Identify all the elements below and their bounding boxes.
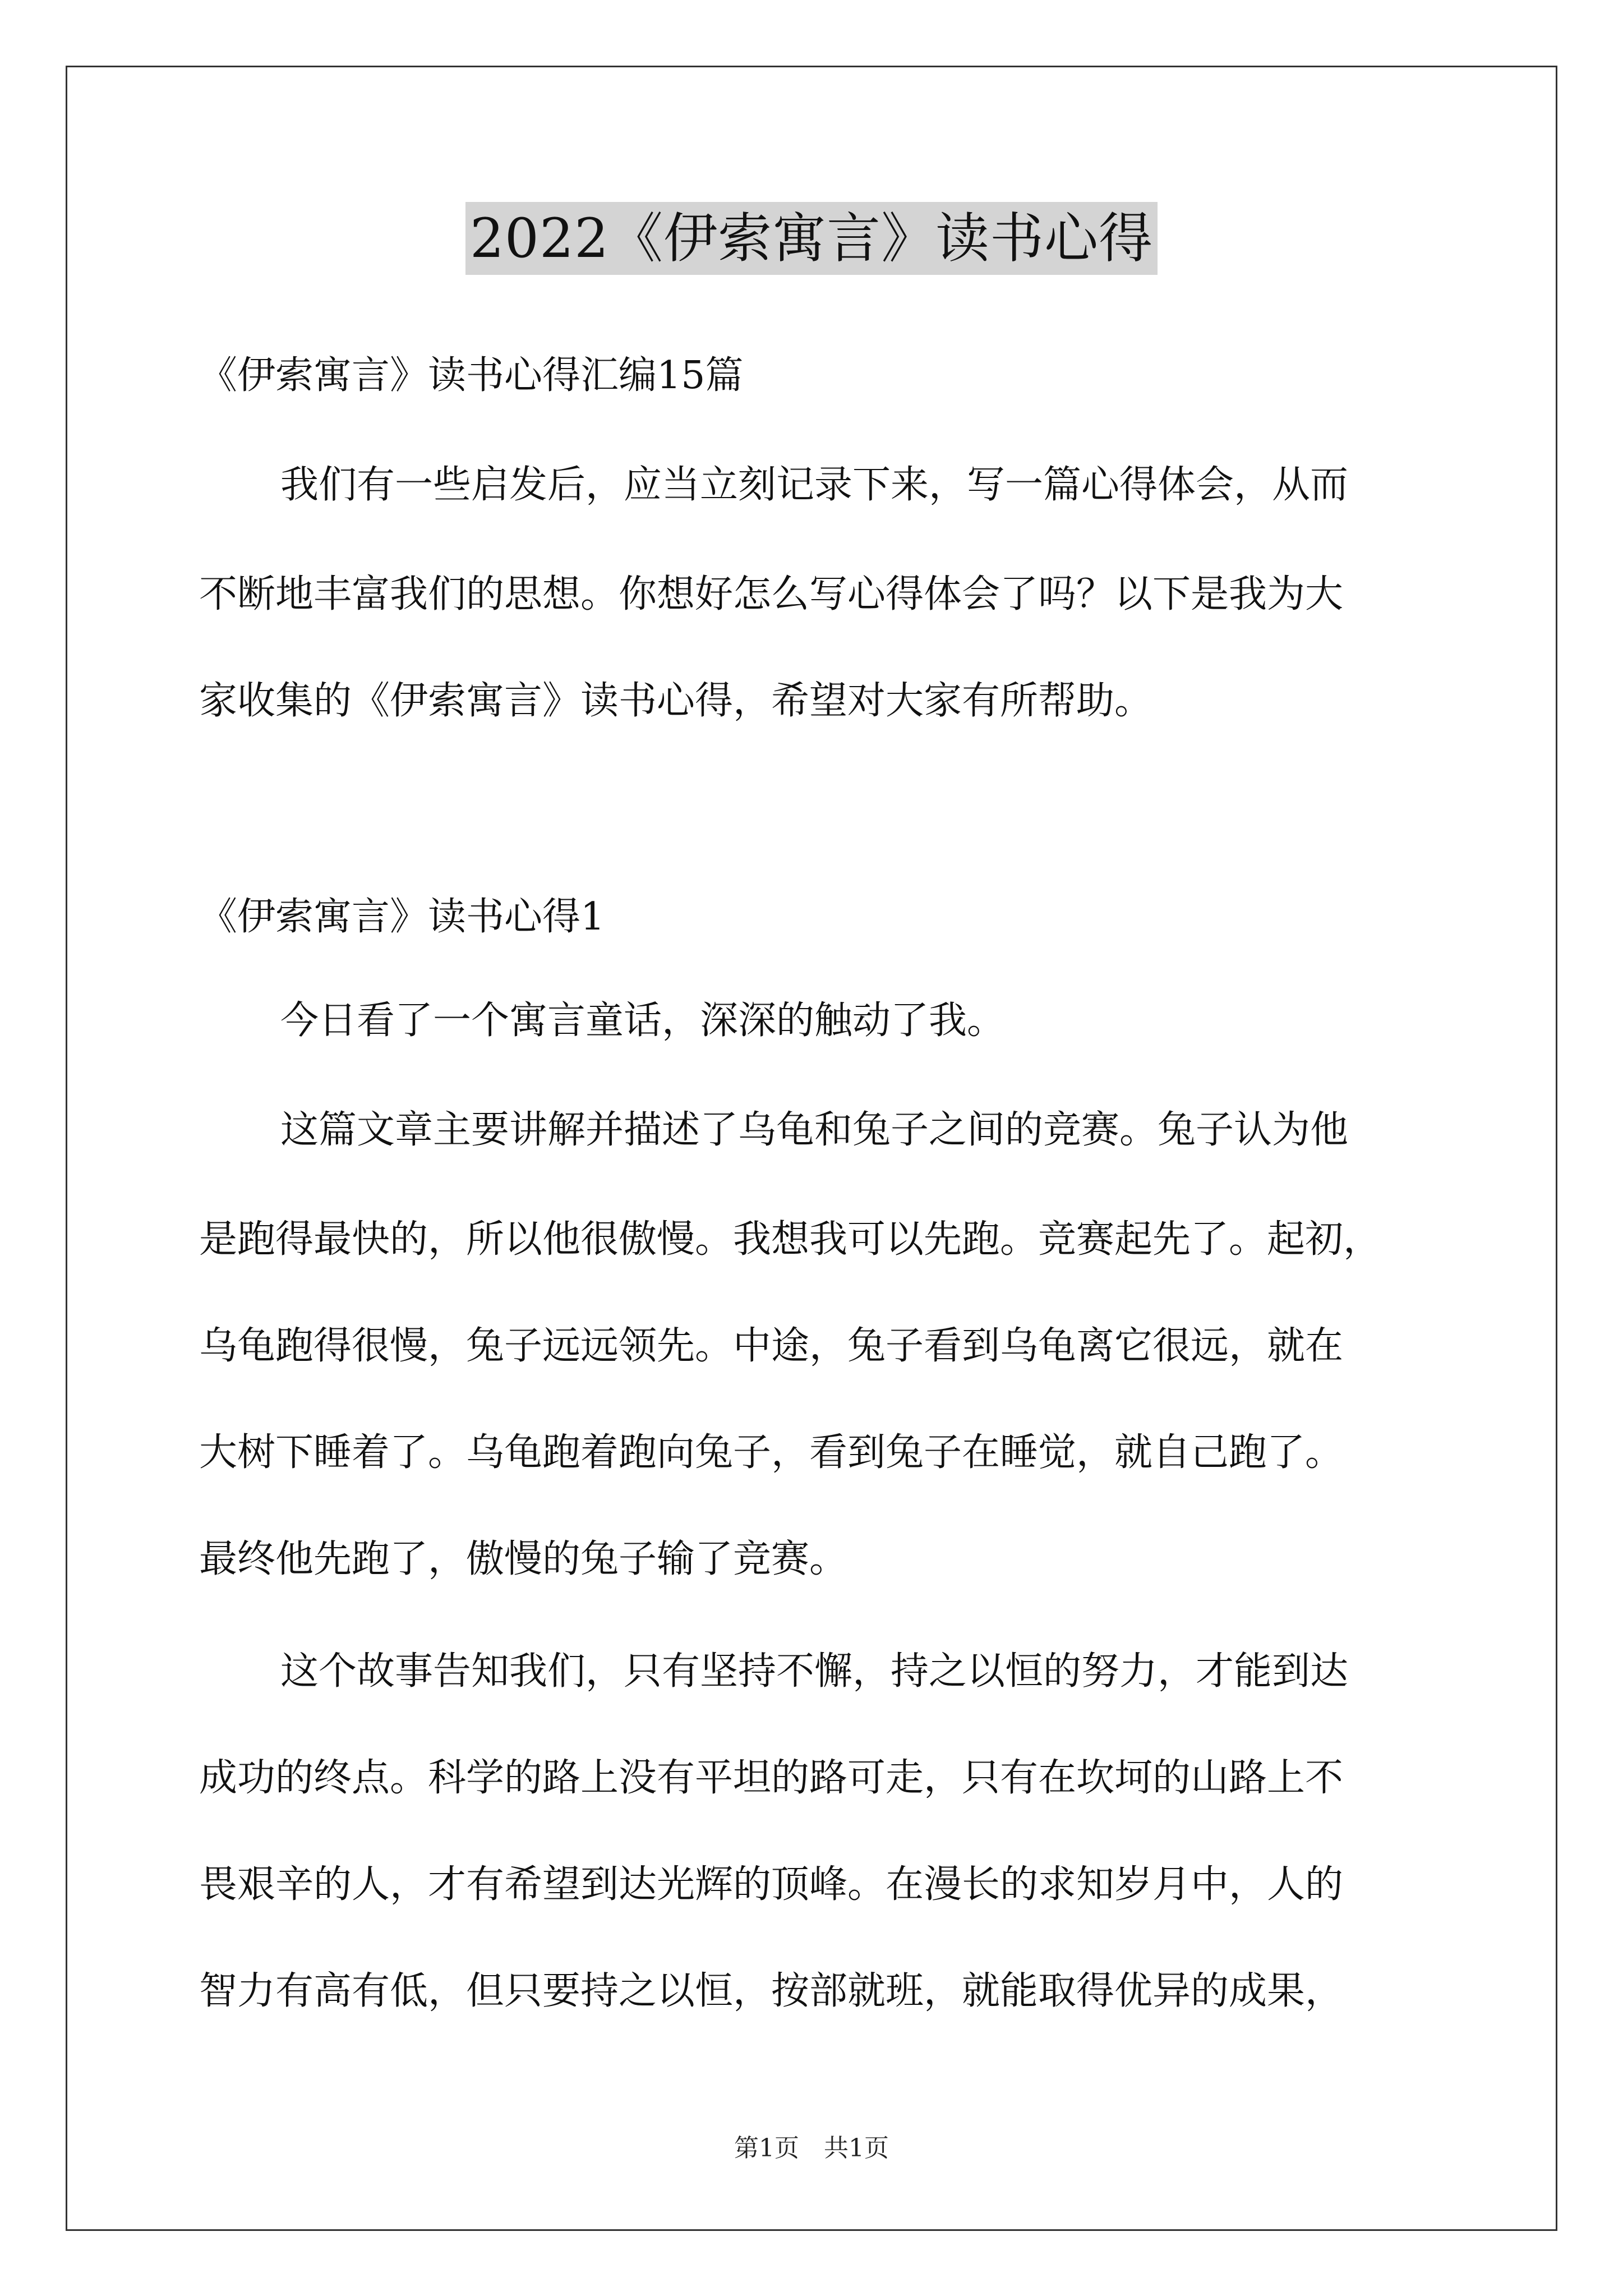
paragraph-line: 这篇文章主要讲解并描述了乌龟和兔子之间的竞赛。兔子认为他 <box>280 1108 1349 1152</box>
paragraph-line: 是跑得最快的，所以他很傲慢。我想我可以先跑。竞赛起先了。起初， <box>199 1217 1382 1262</box>
paragraph-line: 今日看了一个寓言童话，深深的触动了我。 <box>280 999 1006 1043</box>
intro-line: 家收集的《伊索寓言》读书心得，希望对大家有所帮助。 <box>199 679 1153 723</box>
page-number-footer: 第1页 共1页 <box>734 2134 889 2162</box>
title-container <box>0 202 1623 275</box>
intro-line: 我们有一些启发后，应当立刻记录下来，写一篇心得体会，从而 <box>280 463 1349 507</box>
paragraph-line: 大树下睡着了。乌龟跑着跑向兔子，看到兔子在睡觉，就自己跑了。 <box>199 1430 1344 1475</box>
paragraph-line: 成功的终点。科学的路上没有平坦的路可走，只有在坎坷的山路上不 <box>199 1756 1344 1800</box>
intro-line: 不断地丰富我们的思想。你想好怎么写心得体会了吗？以下是我为大 <box>199 572 1344 616</box>
paragraph-line: 智力有高有低，但只要持之以恒，按部就班，就能取得优异的成果， <box>199 1969 1344 2013</box>
document-subtitle: 《伊索寓言》读书心得汇编15篇 <box>199 353 744 398</box>
document-title: 2022《伊索寓言》读书心得 <box>465 202 1158 275</box>
section-heading: 《伊索寓言》读书心得1 <box>199 895 605 939</box>
paragraph-line: 最终他先跑了，傲慢的兔子输了竞赛。 <box>199 1537 848 1581</box>
paragraph-line: 畏艰辛的人，才有希望到达光辉的顶峰。在漫长的求知岁月中，人的 <box>199 1862 1344 1907</box>
paragraph-line: 这个故事告知我们，只有坚持不懈，持之以恒的努力，才能到达 <box>280 1649 1349 1694</box>
paragraph-line: 乌龟跑得很慢，兔子远远领先。中途，兔子看到乌龟离它很远，就在 <box>199 1324 1344 1368</box>
